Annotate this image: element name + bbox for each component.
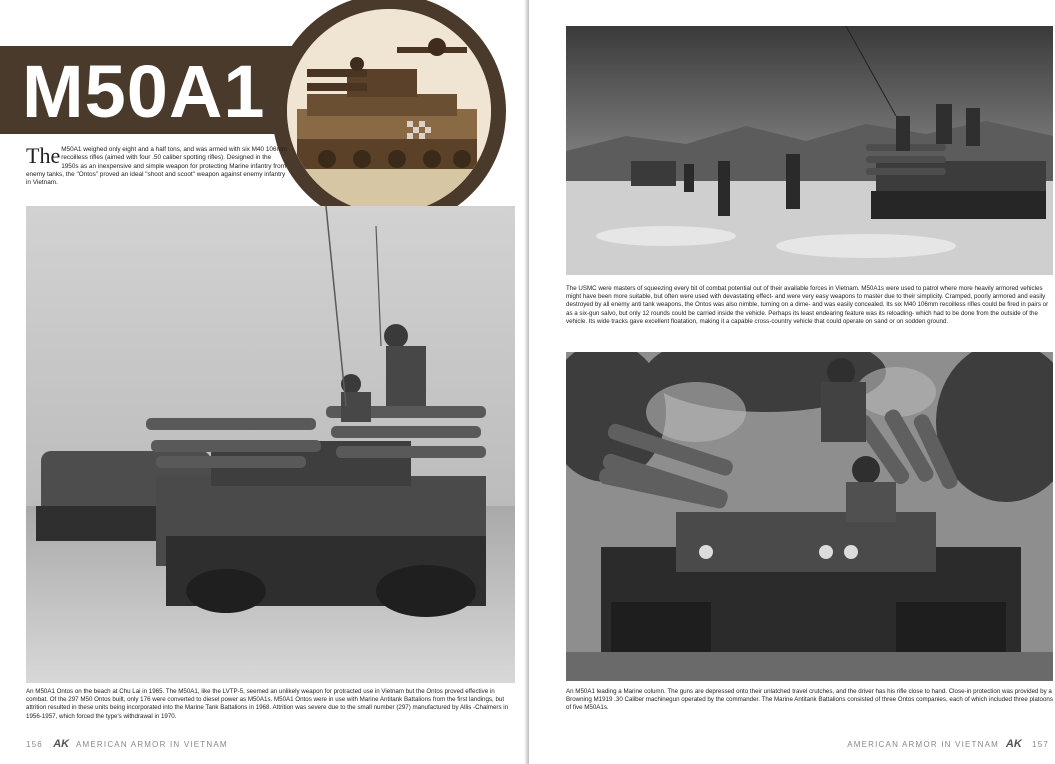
right-caption-top: The USMC were masters of squeezing every bit of combat potential out of their available forces in Vietnam. M50A1s were used to patrol where more heavily armored vehicles might have been more suitable, but often were used with devastating effect- and were very easy weapons to master due to their simplicity. Cramped, poorly armored and easily destroyed by all enemy anti tank weapons, the Ontos was also nimble, turning on a dime- and was easily concealed. Its six M40 106mm recoilless rifles could be fired in pairs or as a six-gun salvo, but only 12 rounds could be carried inside the vehicle. Perhaps its least endearing feature was its reloading- which had to be done from the outside of the vehicle. Its wide tracks gave excellent floatation, making it a capable cross-country vehicle that could operate on sand or on sodden ground. <box>566 285 1049 325</box>
photo-ontos-leading-column <box>566 352 1053 681</box>
page-number: 157 <box>1032 740 1049 749</box>
intro-dropcap: The <box>26 143 61 168</box>
running-title: AMERICAN ARMOR IN VIETNAM <box>847 740 1000 749</box>
right-page <box>529 0 1055 764</box>
medallion-photo <box>287 9 491 213</box>
photo-ontos-chu-lai <box>26 206 515 683</box>
intro-paragraph <box>26 143 288 187</box>
right-caption-bottom: An M50A1 leading a Marine column. The guns are depressed onto their unlatched travel crutches, and the driver has his rifle close to hand. Close-in protection was provided by a Browning M1919 .30 Caliber machinegun operated by the commander. The Marine Antitank Battalions consisted of three Ontos companies, each of which included three platoons of five M50A1s. <box>566 688 1053 712</box>
page-title: M50A1 <box>22 50 266 133</box>
right-footer <box>847 738 1049 750</box>
intro-text: M50A1 weighed only eight and a half tons, and was armed with six M40 106mm recoilless rifles (aimed with four .50 caliber spotting rifles). Designed in the 1950s as an inexpensive and simple weapon for protecting Marine infantry from enemy tanks, the "Ontos" proved an ideal "shoot and scoot" weapon against enemy infantry in Vietnam. <box>26 146 288 187</box>
ak-logo: AK <box>1005 738 1022 750</box>
left-page <box>0 0 526 764</box>
photo-ontos-beach-patrol <box>566 26 1053 275</box>
ak-logo: AK <box>53 738 70 750</box>
left-caption: An M50A1 Ontos on the beach at Chu Lai in 1965. The M50A1, like the LVTP-5, seemed an unlikely weapon for protracted use in Vietnam but the Ontos proved effective in combat. Of the 297 M50 Ontos built, only 176 were converted to diesel power as M50A1s. M50A1 Ontos were in use with Marine Antitank Battalions from the first landings, but attrition resulted in these units being incorporated into the Marine Tank Battalions in 1968. Attrition was severe due to the small number (297) manufactured by Allis -Chalmers in 1956-1957, which forced the type's withdrawal in 1970. <box>26 688 509 720</box>
running-title: AMERICAN ARMOR IN VIETNAM <box>75 740 228 749</box>
left-footer <box>26 738 228 750</box>
page-number: 156 <box>26 740 43 749</box>
